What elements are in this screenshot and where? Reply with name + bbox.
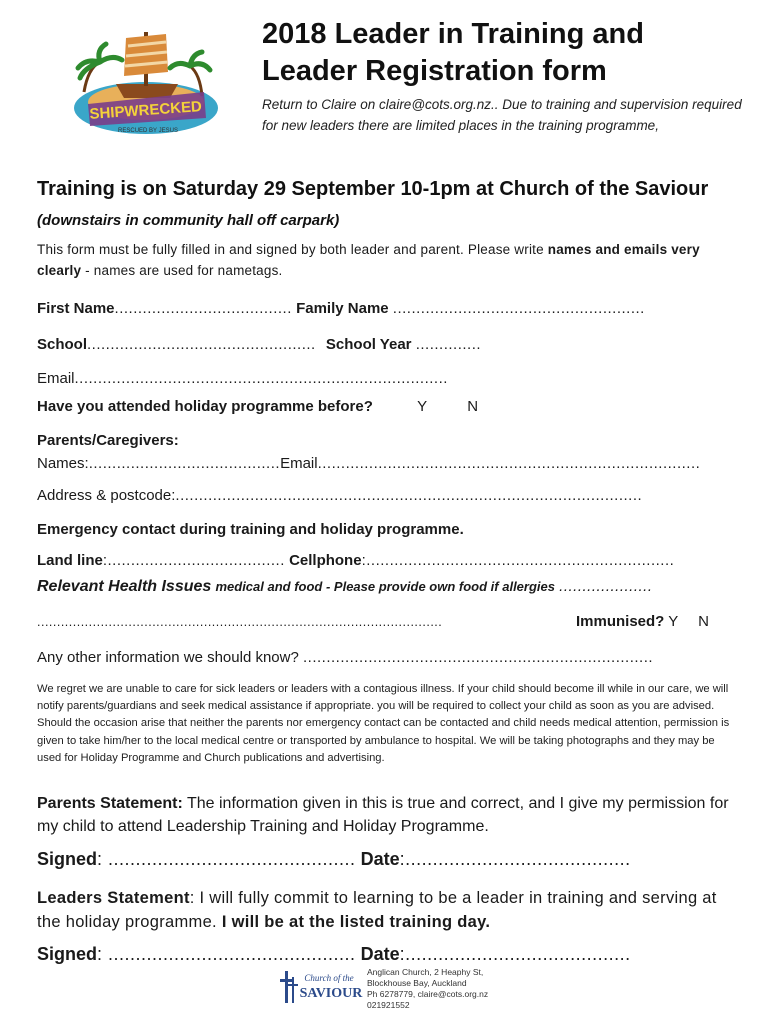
svg-text:SAVIOUR: SAVIOUR: [299, 986, 363, 1001]
cellphone-label: Cellphone: [289, 552, 362, 569]
first-name-field[interactable]: ......................................: [114, 300, 292, 317]
parent-email-label: Email: [280, 455, 318, 472]
shipwrecked-logo: [66, 22, 226, 140]
leader-date-field[interactable]: :.........................................: [399, 944, 631, 964]
attended-question: Have you attended holiday programme before?: [37, 398, 373, 415]
landline-field[interactable]: :......................................: [102, 552, 285, 569]
return-instructions: Return to Claire on claire@cots.org.nz.. Due to training and supervision required for new leaders there are limited places in the training programme,: [262, 97, 742, 133]
svg-text:Church of the: Church of the: [304, 973, 354, 983]
attended-no-option[interactable]: N: [467, 398, 479, 415]
svg-text:RESCUED BY JESUS: RESCUED BY JESUS: [118, 128, 178, 134]
school-year-field[interactable]: ..............: [415, 336, 482, 353]
names-field[interactable]: .........................................: [88, 455, 281, 472]
health-note: medical and food - Please provide own food if allergies: [215, 579, 555, 594]
school-year-label: School Year: [325, 336, 412, 353]
leader-signature-row: [37, 944, 631, 965]
school-label: School: [37, 336, 88, 353]
attended-yes-option[interactable]: Y: [417, 398, 428, 415]
parent-signature-row: [37, 849, 631, 870]
immunised-no-option[interactable]: N: [698, 613, 710, 630]
health-field[interactable]: ....................: [559, 578, 653, 595]
training-heading: Training is on Saturday 29 September 10-1pm at Church of the Saviour (downstairs in community hall off carpark): [37, 178, 709, 229]
parents-statement: [37, 792, 737, 838]
church-address: Anglican Church, 2 Heaphy St, Blockhouse Bay, Auckland Ph 6278779, claire@cots.org.nz 021921552: [367, 967, 489, 1010]
cellphone-field[interactable]: :..................................................................: [361, 552, 675, 569]
parents-heading: Parents/Caregivers:: [37, 432, 179, 449]
medical-disclaimer: We regret we are unable to care for sick leaders or leaders with a contagious illness. If your child should become ill while in our care, we will notify parents/guardians and seek medical assistance if appropriate. you will be required to collect your child as soon as you are advised. Should the occasion arise that neither the parents nor emergency contact can be contacted and child needs medical attention, permission is given to take him/her to the local medical centre or transported by ambulance to hospital. We will be taking photographs and they may be used for Holiday Programme and Church publications and advertising.: [37, 683, 730, 764]
first-name-label: First Name: [37, 300, 115, 317]
address-row: [37, 487, 642, 504]
email-row: [37, 370, 448, 387]
phone-row: [37, 552, 674, 569]
parent-email-field[interactable]: ..................................................................................: [317, 455, 701, 472]
landline-label: Land line: [37, 552, 103, 569]
health-continuation-field[interactable]: [37, 613, 442, 630]
health-label: Relevant Health Issues: [37, 578, 212, 595]
family-name-field[interactable]: ......................................................: [392, 300, 645, 317]
parents-statement-text: The information given in this is true and correct, and I give my permission for my child to attend Leadership Training and Holiday Programme.: [37, 795, 729, 835]
leaders-statement-label: Leaders Statement: [37, 889, 190, 907]
leaders-statement-text: : I will fully commit to learning to be a leader in training and serving at the holiday programme.: [37, 889, 717, 931]
other-info-label: Any other information we should know?: [37, 649, 299, 666]
other-info-row: [37, 649, 653, 666]
school-field[interactable]: .................................................: [87, 336, 316, 353]
training-location-note: (downstairs in community hall off carpark): [37, 212, 340, 229]
leaders-statement: [37, 886, 742, 934]
immunised-label: Immunised?: [576, 613, 665, 630]
form-title: 2018 Leader in Training and Leader Registration form: [262, 18, 644, 87]
svg-text:SHIPWRECKED: SHIPWRECKED: [88, 98, 203, 123]
leader-date-label: Date: [360, 944, 400, 964]
parent-date-field[interactable]: :.........................................: [399, 849, 631, 869]
leaders-statement-commitment: I will be at the listed training day.: [221, 913, 491, 931]
health-row: [37, 578, 653, 596]
church-logo: [279, 967, 365, 1007]
family-name-label: Family Name: [296, 300, 389, 317]
address-label: Address & postcode:: [37, 487, 176, 504]
other-info-field[interactable]: ...........................................................................: [302, 649, 654, 666]
health-continuation-dots: ......................................................................................................: [37, 615, 443, 629]
leader-signed-label: Signed: [37, 944, 98, 964]
parent-names-row: [37, 455, 700, 472]
address-field[interactable]: ....................................................................................................: [175, 487, 643, 504]
names-label: Names:: [37, 455, 89, 472]
attended-row: [37, 398, 478, 415]
immunised-row: [576, 613, 709, 630]
parent-signature-field[interactable]: : .............................................: [97, 849, 356, 869]
name-row: [37, 300, 645, 317]
school-row: [37, 336, 481, 353]
immunised-yes-option[interactable]: Y: [668, 613, 678, 630]
parent-date-label: Date: [360, 849, 400, 869]
email-field[interactable]: ................................................................................: [74, 370, 448, 387]
parent-signed-label: Signed: [37, 849, 98, 869]
emergency-contact-heading: Emergency contact during training and holiday programme.: [37, 521, 464, 538]
leader-signature-field[interactable]: : .............................................: [97, 944, 356, 964]
form-instructions: This form must be fully filled in and signed by both leader and parent. Please write names and emails very clearly - names are used for nametags.: [37, 242, 700, 278]
parents-statement-label: Parents Statement:: [37, 795, 183, 812]
email-label: Email: [37, 370, 75, 387]
